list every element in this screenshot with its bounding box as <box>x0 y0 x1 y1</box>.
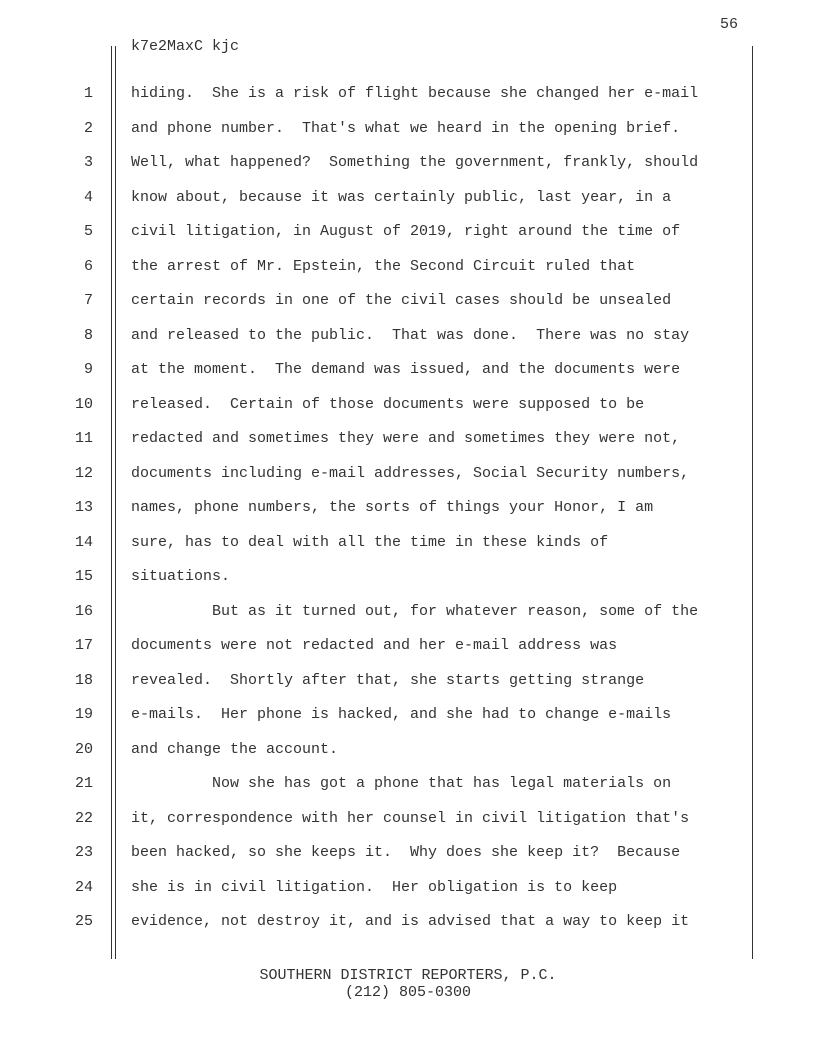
line-text: names, phone numbers, the sorts of things your Honor, I am <box>131 499 654 516</box>
transcript-line <box>0 186 816 210</box>
line-number: 2 <box>83 119 93 137</box>
transcript-line <box>0 427 816 451</box>
line-text: sure, has to deal with all the time in these kinds of <box>131 533 609 551</box>
line-text: and phone number. That's what we heard in the opening brief. <box>131 119 681 137</box>
line-text: hiding. She is a risk of flight because she changed her e-mail <box>131 85 699 102</box>
transcript-line <box>0 82 816 106</box>
transcript-line <box>0 324 816 348</box>
transcript-line <box>0 634 816 658</box>
line-text: she is in civil litigation. Her obligation is to keep <box>131 878 618 896</box>
line-number: 15 <box>74 568 93 585</box>
line-number: 4 <box>83 188 93 206</box>
transcript-line <box>0 910 816 934</box>
line-number: 3 <box>83 154 93 171</box>
transcript-line <box>0 289 816 313</box>
line-text: and released to the public. That was done. There was no stay <box>131 326 690 344</box>
line-number: 12 <box>74 464 93 482</box>
transcript-line <box>0 772 816 796</box>
line-number: 11 <box>74 430 93 447</box>
reporter-phone: (212) 805-0300 <box>344 984 472 1001</box>
line-text: situations. <box>131 568 231 585</box>
line-text: it, correspondence with her counsel in civil litigation that's <box>131 809 690 827</box>
transcript-line <box>0 358 816 382</box>
transcript-line <box>0 703 816 727</box>
transcript-line <box>0 496 816 520</box>
transcript-line <box>0 600 816 624</box>
page-footer <box>0 967 816 1001</box>
line-number: 13 <box>74 499 93 516</box>
line-text: civil litigation, in August of 2019, right around the time of <box>131 223 681 240</box>
transcript-line <box>0 841 816 865</box>
line-text: know about, because it was certainly public, last year, in a <box>131 188 672 206</box>
line-number: 16 <box>74 602 93 620</box>
line-text: released. Certain of those documents were supposed to be <box>131 395 645 413</box>
line-number: 14 <box>74 533 93 551</box>
line-text: evidence, not destroy it, and is advised that a way to keep it <box>131 913 690 930</box>
reporter-name: SOUTHERN DISTRICT REPORTERS, P.C. <box>259 967 557 984</box>
line-number: 10 <box>74 395 93 413</box>
line-number: 25 <box>74 913 93 930</box>
line-number: 7 <box>83 292 93 309</box>
line-number: 17 <box>74 637 93 654</box>
transcript-line <box>0 117 816 141</box>
line-number: 22 <box>74 809 93 827</box>
line-text: Now she has got a phone that has legal materials on <box>131 775 672 792</box>
line-text: documents were not redacted and her e-mail address was <box>131 637 618 654</box>
line-number: 9 <box>83 361 93 378</box>
line-text: certain records in one of the civil cases should be unsealed <box>131 292 672 309</box>
transcript-header-id: k7e2MaxC kjc <box>131 38 240 55</box>
transcript-line <box>0 462 816 486</box>
transcript-line <box>0 565 816 589</box>
transcript-line <box>0 669 816 693</box>
transcript-line <box>0 531 816 555</box>
line-number: 18 <box>74 671 93 689</box>
line-number: 5 <box>83 223 93 240</box>
transcript-line <box>0 393 816 417</box>
line-text: been hacked, so she keeps it. Why does she keep it? Because <box>131 844 681 861</box>
line-text: redacted and sometimes they were and sometimes they were not, <box>131 430 681 447</box>
transcript-line <box>0 220 816 244</box>
page-number: 56 <box>719 16 738 33</box>
line-text: But as it turned out, for whatever reason, some of the <box>131 602 699 620</box>
line-text: and change the account. <box>131 740 339 758</box>
transcript-line <box>0 151 816 175</box>
line-text: e-mails. Her phone is hacked, and she had to change e-mails <box>131 706 672 723</box>
transcript-line <box>0 807 816 831</box>
line-text: the arrest of Mr. Epstein, the Second Circuit ruled that <box>131 257 636 275</box>
line-number: 20 <box>74 740 93 758</box>
line-number: 24 <box>74 878 93 896</box>
line-text: documents including e-mail addresses, Social Security numbers, <box>131 464 690 482</box>
line-number: 19 <box>74 706 93 723</box>
line-number: 8 <box>83 326 93 344</box>
line-number: 1 <box>83 85 93 102</box>
line-text: Well, what happened? Something the government, frankly, should <box>131 154 699 171</box>
transcript-line <box>0 255 816 279</box>
line-number: 6 <box>83 257 93 275</box>
line-text: revealed. Shortly after that, she starts getting strange <box>131 671 645 689</box>
line-number: 23 <box>74 844 93 861</box>
line-text: at the moment. The demand was issued, and the documents were <box>131 361 681 378</box>
transcript-line <box>0 738 816 762</box>
transcript-line <box>0 876 816 900</box>
line-number: 21 <box>74 775 93 792</box>
